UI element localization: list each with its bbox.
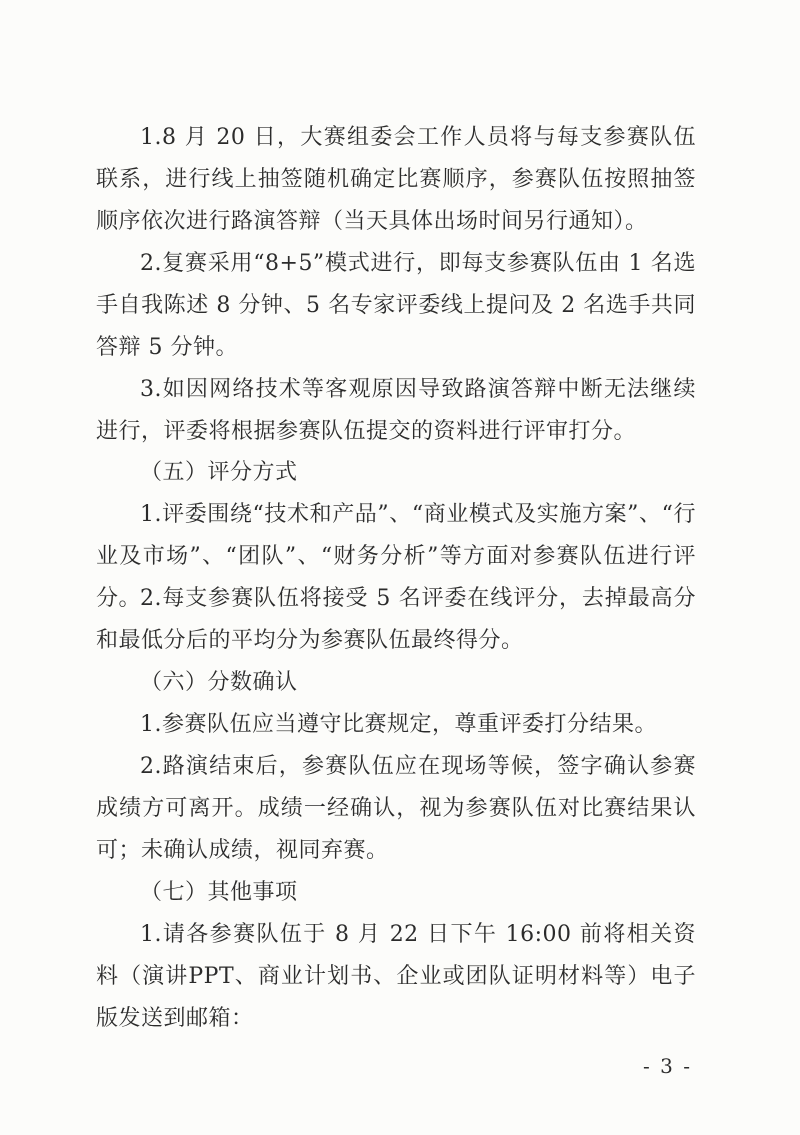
paragraph-sign-confirmation: 2.路演结束后，参赛队伍应在现场等候，签字确认参赛成绩方可离开。成绩一经确认，视为参赛队伍对比赛结果认可；未确认成绩，视同弃赛。 — [96, 754, 696, 863]
section-heading-other-matters: （七）其他事项 — [140, 880, 298, 905]
section-heading-scoring-method: （五）评分方式 — [140, 460, 298, 485]
paragraph-respect-results: 1.参赛队伍应当遵守比赛规定，尊重评委打分结果。 — [140, 712, 657, 737]
paragraph-network-interruption: 3.如因网络技术等客观原因导致路演答辩中断无法继续进行，评委将根据参赛队伍提交的资料进行评审打分。 — [96, 377, 696, 444]
paragraph-scoring-average: 2.每支参赛队伍将接受 5 名评委在线评分，去掉最高分和最低分后的平均分为参赛队伍最终得分。 — [96, 586, 696, 653]
page-number: - 3 - — [643, 1054, 692, 1078]
paragraph-scoring-criteria: 1.评委围绕“技术和产品”、“商业模式及实施方案”、“行业及市场”、“团队”、“财务分析”等方面对参赛队伍进行评分。 — [96, 502, 696, 611]
paragraph-format-8-5: 2.复赛采用“8+5”模式进行，即每支参赛队伍由 1 名选手自我陈述 8 分钟、5 名专家评委线上提问及 2 名选手共同答辩 5 分钟。 — [96, 251, 696, 360]
section-heading-score-confirmation: （六）分数确认 — [140, 670, 298, 695]
paragraph-draw-schedule: 1.8 月 20 日，大赛组委会工作人员将与每支参赛队伍联系，进行线上抽签随机确定比赛顺序，参赛队伍按照抽签顺序依次进行路演答辩（当天具体出场时间另行通知）。 — [96, 125, 696, 234]
paragraph-submit-materials: 1.请各参赛队伍于 8 月 22 日下午 16:00 前将相关资料（演讲PPT、商业计划书、企业或团队证明材料等）电子版发送到邮箱： — [96, 922, 696, 1031]
